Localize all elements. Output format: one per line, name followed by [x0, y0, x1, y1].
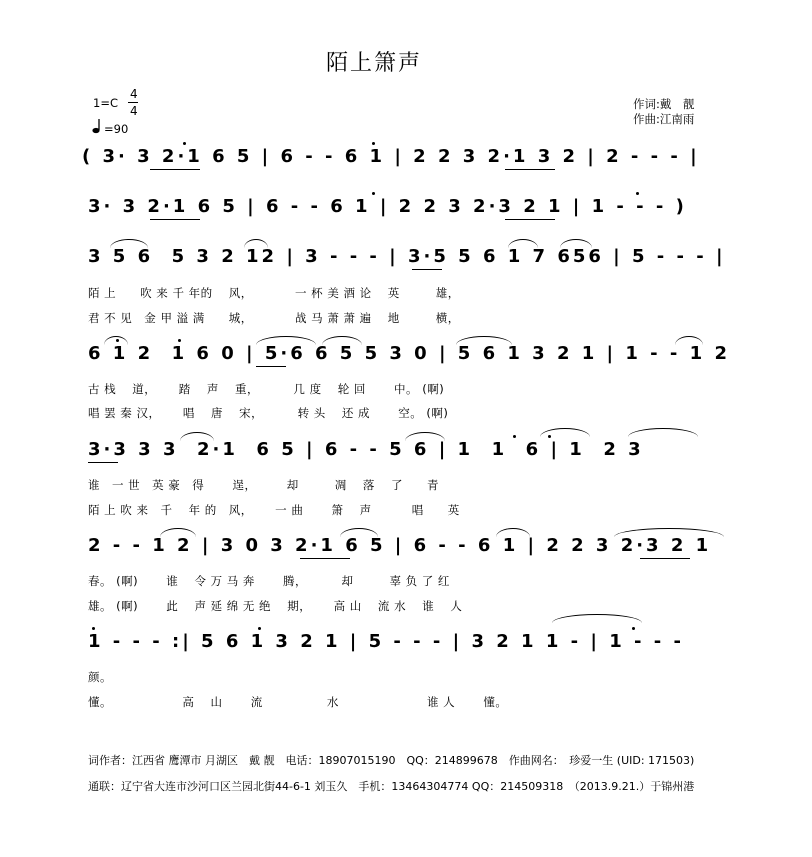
beam-line — [256, 366, 286, 367]
key-signature: 1=C — [93, 96, 118, 110]
slur — [508, 239, 538, 248]
slur — [405, 432, 445, 441]
slur — [628, 428, 698, 437]
lyrics-row-7-verse-1: 颜。 — [88, 670, 112, 684]
notation-row-2: 3· 3 2·1 6 5 | 6 - - 6 1 | 2 2 3 2·3 2 1 | 1 - - - ) — [88, 196, 687, 217]
slur — [340, 528, 378, 537]
slur — [456, 336, 512, 345]
octave-dot — [372, 142, 375, 145]
slur — [110, 239, 148, 248]
octave-dot — [636, 192, 639, 195]
octave-dot — [513, 435, 516, 438]
octave-dot — [92, 627, 95, 630]
notation-row-1: ( 3· 3 2·1 6 5 | 6 - - 6 1 | 2 2 3 2·1 3 2 | 2 - - - | — [82, 146, 700, 167]
slur — [560, 239, 592, 248]
time-signature-bottom: 4 — [130, 104, 138, 118]
song-title: 陌上箫声 — [326, 51, 423, 76]
lyrics-row-4-verse-2: 唱 罢 秦 汉， 唱 唐 宋， 转 头 还 成 空。 (啊) — [88, 406, 449, 420]
slur — [614, 528, 724, 537]
footer-contact-lyricist: 词作者：江西省 鹰潭市 月湖区 戴 靓 电话：18907015190 QQ：214899678 作曲网名： 珍爱一生 (UID: 171503) — [88, 754, 695, 767]
lyrics-row-3-verse-2: 君 不 见 金 甲 溢 满 城， 战 马 萧 萧 遍 地 横， — [88, 311, 460, 325]
slur — [256, 336, 316, 345]
octave-dot — [178, 339, 181, 342]
slur — [322, 336, 362, 345]
notation-row-4: 6 1 2 1 6 0 | 5·6 6 5 5 3 0 | 5 6 1 3 2 1 | 1 - - 1 2 — [88, 343, 730, 364]
beam-line — [412, 269, 442, 270]
notation-row-6: 2 - - 1 2 | 3 0 3 2·1 6 5 | 6 - - 6 1 | 2 2 3 2·3 2 1 — [88, 535, 712, 556]
octave-dot — [258, 627, 261, 630]
beam-line — [88, 462, 118, 463]
tempo-marking: =90 — [104, 122, 129, 136]
octave-dot — [116, 339, 119, 342]
octave-dot — [548, 435, 551, 438]
octave-dot — [632, 627, 635, 630]
notation-row-3: 3 5 6 5 3 2 12 | 3 - - - | 3·5 5 6 1 7 656 | 5 - - - | — [88, 246, 726, 267]
lyrics-row-7-verse-2: 懂。 高 山 流 水 谁 人 懂。 — [88, 695, 508, 709]
quarter-note-icon — [92, 118, 102, 134]
composer-credit: 作曲:江南雨 — [633, 112, 695, 126]
beam-line — [505, 169, 555, 170]
beam-line — [300, 558, 350, 559]
lyricist-credit: 作词:戴 靓 — [633, 97, 695, 111]
lyrics-row-3-verse-1: 陌 上 吹 来 千 年的 风， 一 杯 美 酒 论 英 雄， — [88, 286, 460, 300]
time-signature-top: 4 — [130, 87, 138, 101]
lyrics-row-6-verse-2: 雄。 (啊) 此 声 延 绵 无 绝 期， 高 山 流 水 谁 人 — [88, 599, 463, 613]
slur — [675, 336, 703, 345]
lyrics-row-6-verse-1: 春。 (啊) 谁 令 万 马 奔 腾， 却 辜 负 了 红 — [88, 574, 450, 588]
lyrics-row-4-verse-1: 古 栈 道， 踏 声 重， 几 度 轮 回 中。 (啊) — [88, 382, 445, 396]
lyrics-row-5-verse-1: 谁 一 世 英 豪 得 逞， 却 凋 落 了 青 — [88, 478, 440, 492]
slur — [496, 528, 530, 537]
notation-row-5: 3·3 3 3 2·1 6 5 | 6 - - 5 6 | 1 1 6 | 1 2 3 — [88, 439, 644, 460]
octave-dot — [183, 142, 186, 145]
lyrics-row-5-verse-2: 陌 上 吹 来 千 年 的 风， 一 曲 箫 声 唱 英 — [88, 503, 460, 517]
notation-row-7: 1 - - - :| 5 6 1 3 2 1 | 5 - - - | 3 2 1 1 - | 1 - - - — [88, 631, 684, 652]
octave-dot — [372, 192, 375, 195]
beam-line — [640, 558, 690, 559]
slur — [180, 432, 214, 441]
footer-contact-address: 通联：辽宁省大连市沙河口区兰园北街44-6-1 刘玉久 手机：13464304774 QQ：214509318 （2013.9.21.）于锦州港 — [88, 780, 695, 793]
beam-line — [150, 219, 200, 220]
slur — [244, 239, 268, 248]
slur — [552, 614, 642, 623]
slur — [160, 528, 196, 537]
time-signature-line — [128, 102, 138, 103]
beam-line — [505, 219, 555, 220]
beam-line — [150, 169, 200, 170]
